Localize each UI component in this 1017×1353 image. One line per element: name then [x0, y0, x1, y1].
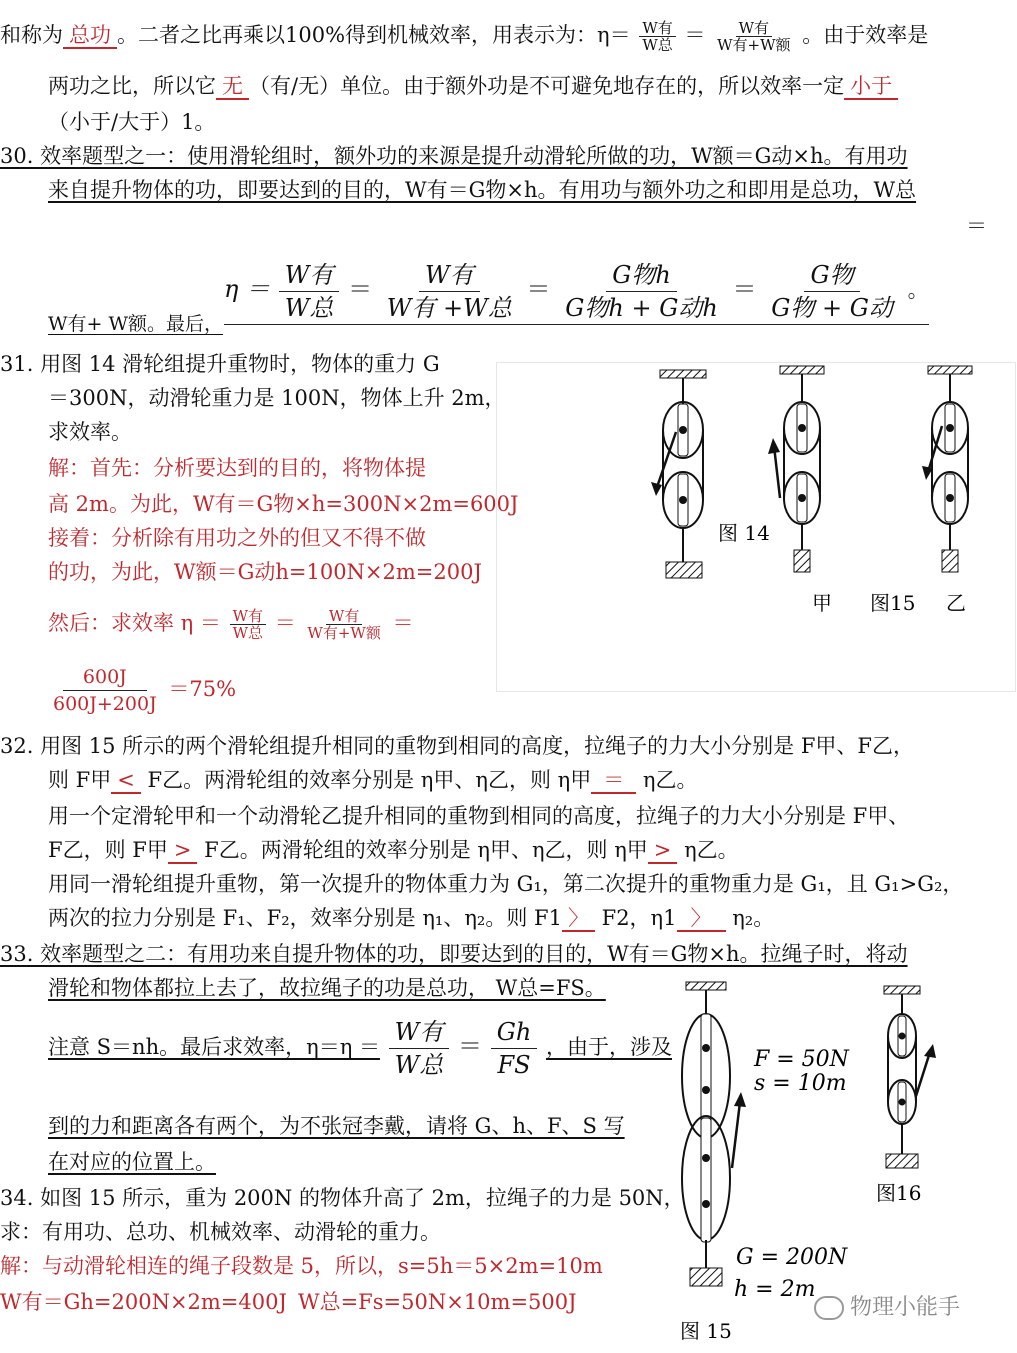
figure-15-yi-drawing	[922, 366, 972, 572]
height-label: h = 2m	[734, 1277, 816, 1302]
q31-solution-4: 的功，为此，W额＝G动h=100N×2m=200J	[48, 560, 482, 584]
watermark: 物理小能手	[814, 1294, 960, 1322]
answer-less-than: 小于	[844, 74, 898, 100]
answer-total-work: 总功	[63, 23, 117, 49]
q31-solution-2: 高 2m。为此，W有＝G物×h=300N×2m=600J	[48, 492, 519, 516]
distance-label: s = 10m	[754, 1071, 847, 1096]
q30-formula: η ＝ $\frac{\text{W有}}{\text{W总}}$ ＝ $\frac{\text{W有}}{\text{W有 +W总}}$ ＝ $\frac{\text{G物h}}{\text{G物h + G动h}}$ ＝ $\frac{\text{G物}}{\text{G物 + G动}}$ 。	[224, 254, 929, 325]
q34-solution-2b: W总=Fs=50N×10m=500J	[298, 1290, 577, 1314]
line-total-work: 和称为 总功 。二者之比再乘以100%得到机械效率，用表示为：η＝ $\frac{\text{W有}}{\text{W总}}$ ＝ $\frac{\text{W有}}{\text{W有+W额}}$ 。由于效率是	[0, 19, 929, 54]
figure-15-bottom-label: 图 15	[680, 1319, 732, 1343]
force-label: F = 50N	[754, 1047, 849, 1072]
figure-15-label: 图15	[870, 591, 916, 615]
q33-line-2: 滑轮和物体都拉上去了，故拉绳子的功是总功， W总=FS。	[48, 976, 606, 1000]
q34-line-2: 求：有用功、总功、机械效率、动滑轮的重力。	[0, 1220, 441, 1244]
fraction-efficiency: $\frac{\text{W有}}{\text{W总}}$	[639, 20, 675, 53]
q32-line-3: 用一个定滑轮甲和一个动滑轮乙提升相同的重物到相同的高度，拉绳子的力大小分别是 F甲、	[48, 804, 910, 828]
figure-14-label: 图 14	[718, 521, 770, 545]
q33-line-4: 到的力和距离各有两个，为不张冠李戴，请将 G、h、F、S 写	[48, 1114, 625, 1138]
figure-14-drawing	[651, 370, 706, 578]
q30-line-4: W有+ W额。最后，	[48, 313, 224, 335]
q31-solution-5: 然后：求效率 η ＝ $\frac{\text{W有}}{\text{W总}}$ ＝ $\frac{\text{W有}}{\text{W有+W额}}$ ＝	[48, 607, 414, 642]
q31-solution-1: 解：首先：分析要达到的目的，将物体提	[48, 456, 426, 480]
figure-16-drawing	[884, 986, 936, 1168]
q31-solution-6: $\frac{600J}{600J+200J}$ ＝75%	[53, 666, 237, 715]
q30-equals: ＝	[966, 214, 987, 238]
q33-line-1: 33. 效率题型之二：有用功来自提升物体的功，即要达到的目的，W有＝G物×h。拉绳子时，将动	[0, 942, 908, 966]
wechat-icon	[814, 1296, 844, 1320]
fraction-efficiency-2: $\frac{\text{W有}}{\text{W有+W额}}$	[717, 19, 791, 54]
q31-line-2: ＝300N，动滑轮重力是 100N，物体上升 2m，	[48, 386, 506, 410]
q31-line-3: 求效率。	[48, 420, 132, 444]
q32-line-5: 用同一滑轮组提升重物，第一次提升的物体重力为 G₁，第二次提升的重物重力是 G₁，且 G₁>G₂，	[48, 872, 964, 896]
q32-line-1: 32. 用图 15 所示的两个滑轮组提升相同的重物到相同的高度，拉绳子的力大小分别是 F甲、F乙，	[0, 734, 914, 758]
figure-15-jia-drawing	[768, 366, 824, 572]
figure-16-label: 图16	[876, 1181, 922, 1205]
q32-line-2: 则 F甲 < F乙。两滑轮组的效率分别是 η甲、η乙，则 η甲 ＝ η乙。	[48, 768, 698, 792]
pulley-figures-14-15	[496, 362, 1014, 690]
figure-15-jia-label: 甲	[812, 591, 832, 615]
line-less-than-one: （小于/大于）1。	[48, 110, 216, 134]
q34-solution-1: 解：与动滑轮相连的绳子段数是 5，所以，s=5h＝5×2m=10m	[0, 1254, 603, 1278]
figure-15-bottom-drawing	[682, 982, 746, 1286]
q33-line-5: 在对应的位置上。	[48, 1150, 216, 1174]
q32-line-4: F乙，则 F甲 > F乙。两滑轮组的效率分别是 η甲、η乙，则 η甲 > η乙。	[48, 838, 739, 862]
q31-line-1: 31. 用图 14 滑轮组提升重物时，物体的重力 G	[0, 352, 440, 376]
q30-line-1: 30. 效率题型之一：使用滑轮组时，额外功的来源是提升动滑轮所做的功，W额＝G动×h。有用功	[0, 144, 908, 168]
figure-15-yi-label: 乙	[946, 591, 966, 615]
q30-line-2: 来自提升物体的功，即要达到的目的，W有＝G物×h。有用功与额外功之和即用是总功，W总	[48, 178, 917, 202]
q31-solution-3: 接着：分析除有用功之外的但又不得不做	[48, 526, 426, 550]
q34-line-1: 34. 如图 15 所示，重为 200N 的物体升高了 2m，拉绳子的力是 50N，	[0, 1186, 685, 1210]
q34-solution-2a: W有＝Gh=200N×2m=400J	[0, 1290, 287, 1314]
q33-line-3: 注意 S＝nh。最后求效率，η＝η ＝ $\frac{\text{W有}}{\text{W总}}$ ＝ $\frac{Gh}{FS}$ ，由于，涉及	[48, 1018, 673, 1079]
weight-label: G = 200N	[736, 1245, 848, 1270]
line-unit: 两功之比，所以它 无 （有/无）单位。由于额外功是不可避免地存在的，所以效率一定 小于	[48, 72, 898, 100]
answer-no-unit: 无	[216, 74, 249, 100]
q32-line-6: 两次的拉力分别是 F₁、F₂，效率分别是 η₁、η₂。则 F1 〉 F2，η1 〉 η₂。	[48, 906, 775, 930]
